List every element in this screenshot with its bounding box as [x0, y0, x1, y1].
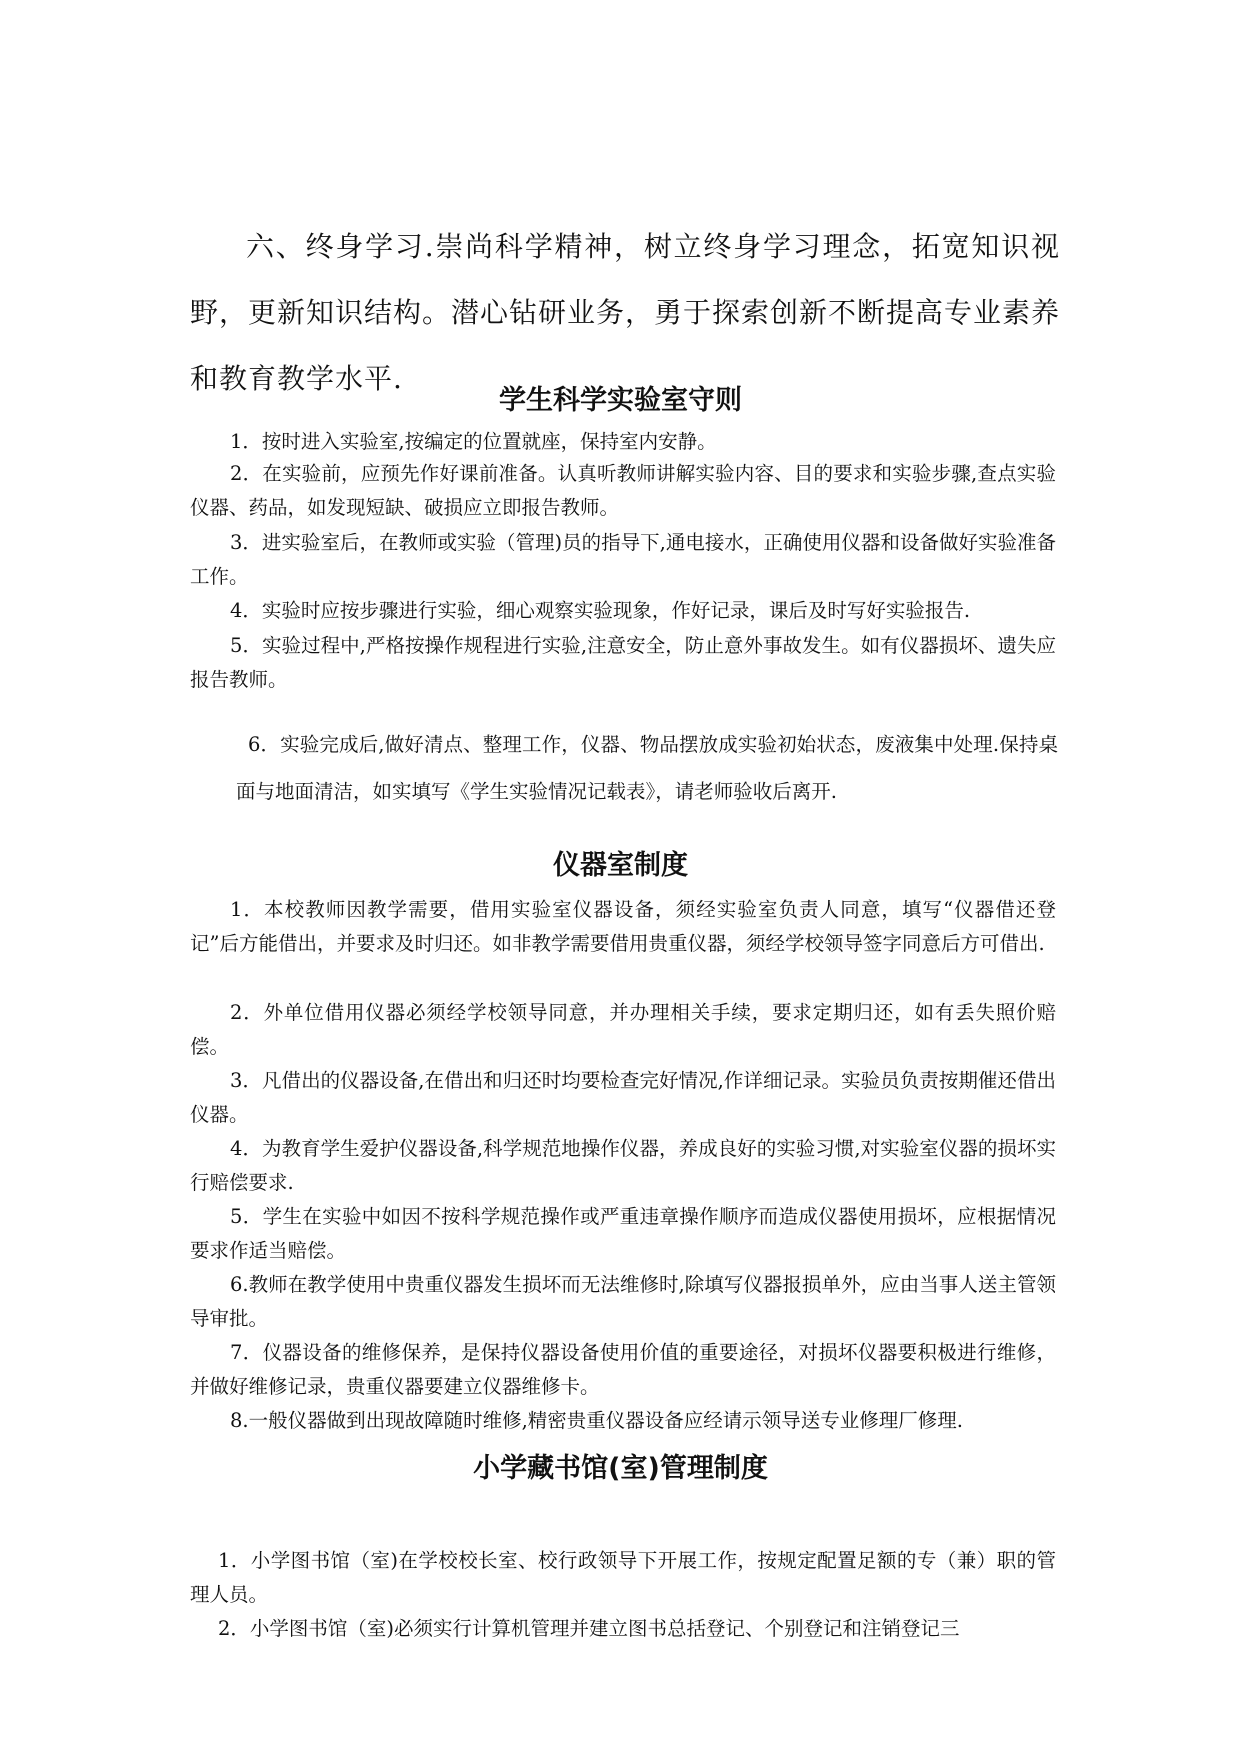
lab-rule-item: 4．实验时应按步骤进行实验，细心观察实验现象，作好记录，课后及时写好实验报告.	[230, 599, 971, 622]
instrument-rule-item: 1．本校教师因教学需要，借用实验室仪器设备，须经实验室负责人同意，填写“仪器借还登记”后方能借出，并要求及时归还。如非教学需要借用贵重仪器，须经学校领导签字同意后方可借出.	[190, 898, 1056, 955]
lab-rule-item: 3．进实验室后，在教师或实验（管理)员的指导下,通电接水，正确使用仪器和设备做好实验准备工作。	[190, 531, 1056, 588]
library-rule-item: 1．小学图书馆（室)在学校校长室、校行政领导下开展工作，按规定配置足额的专（兼）职的管理人员。	[190, 1549, 1056, 1606]
lab-rule-item: 6．实验完成后,做好清点、整理工作，仪器、物品摆放成实验初始状态，废液集中处理.保持桌面与地面清洁，如实填写《学生实验情况记载表》，请老师验收后离开.	[236, 733, 1058, 803]
instrument-rules-title: 仪器室制度	[553, 850, 688, 881]
lab-rule-item: 5．实验过程中,严格按操作规程进行实验,注意安全，防止意外事故发生。如有仪器损坏、遗失应报告教师。	[190, 634, 1056, 691]
instrument-rule-item: 3．凡借出的仪器设备,在借出和归还时均要检查完好情况,作详细记录。实验员负责按期催还借出仪器。	[190, 1069, 1056, 1126]
instrument-rule-item: 6.教师在教学使用中贵重仪器发生损坏而无法维修时,除填写仪器报损单外，应由当事人送主管领导审批。	[190, 1273, 1056, 1330]
instrument-rule-item: 8.一般仪器做到出现故障随时维修,精密贵重仪器设备应经请示领导送专业修理厂修理.	[230, 1409, 964, 1432]
lab-rule-item: 1．按时进入实验室,按编定的位置就座，保持室内安静。	[230, 430, 717, 453]
lab-rule-item: 2．在实验前，应预先作好课前准备。认真听教师讲解实验内容、目的要求和实验步骤,查点实验仪器、药品，如发现短缺、破损应立即报告教师。	[190, 462, 1056, 519]
library-rule-item: 2．小学图书馆（室)必须实行计算机管理并建立图书总括登记、个别登记和注销登记三	[218, 1617, 960, 1640]
instrument-rule-item: 2．外单位借用仪器必须经学校领导同意，并办理相关手续，要求定期归还，如有丢失照价赔偿。	[190, 1001, 1056, 1058]
lab-rules-title: 学生科学实验室守则	[499, 385, 742, 416]
instrument-rule-item: 5．学生在实验中如因不按科学规范操作或严重违章操作顺序而造成仪器使用损坏，应根据情况要求作适当赔偿。	[190, 1205, 1056, 1262]
intro-paragraph: 六、终身学习.崇尚科学精神，树立终身学习理念，拓宽知识视野，更新知识结构。潜心钻研业务，勇于探索创新不断提高专业素养和教育教学水平.	[190, 230, 1061, 395]
instrument-rule-item: 7．仪器设备的维修保养，是保持仪器设备使用价值的重要途径，对损坏仪器要积极进行维修，并做好维修记录，贵重仪器要建立仪器维修卡。	[190, 1341, 1056, 1398]
instrument-rule-item: 4．为教育学生爱护仪器设备,科学规范地操作仪器，养成良好的实验习惯,对实验室仪器的损坏实行赔偿要求.	[190, 1137, 1056, 1194]
library-rules-title: 小学藏书馆(室)管理制度	[473, 1453, 768, 1484]
